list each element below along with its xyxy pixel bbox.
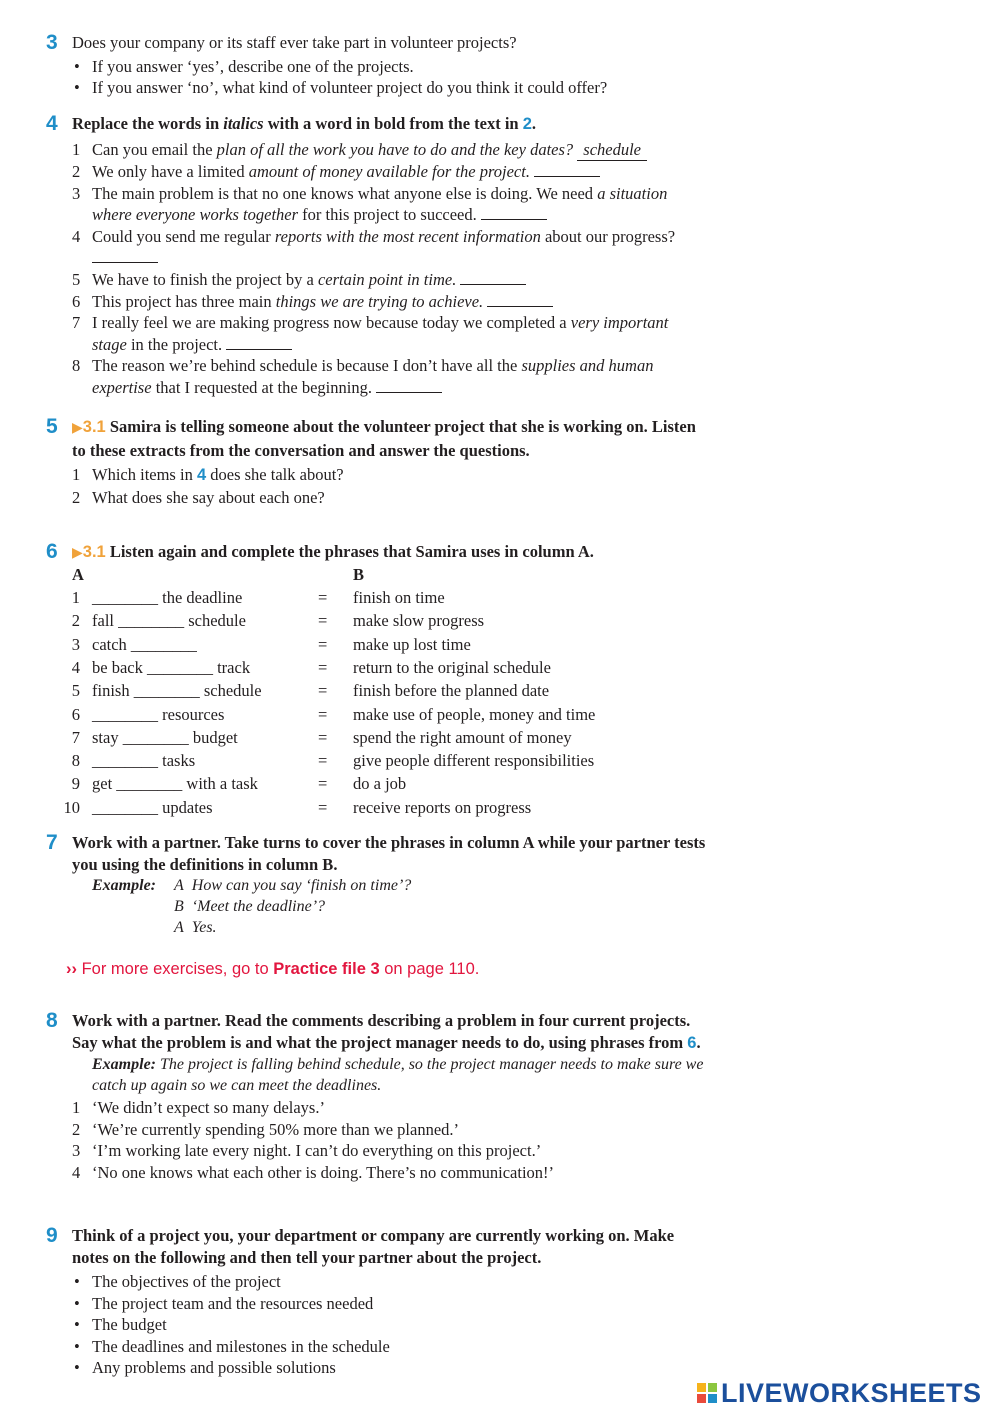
answer-field[interactable]: [460, 270, 526, 285]
equals-sign: =: [318, 727, 328, 747]
bullet-icon: •: [74, 56, 80, 76]
table-row: [46, 750, 706, 772]
list-item: 1 ‘We didn’t expect so many delays.’: [72, 1098, 325, 1117]
list-item: 1 Can you email the plan of all the work you have to do and the key dates? schedule: [72, 139, 706, 162]
list-item: 7 I really feel we are making progress now because today we completed a very important stage in the project.: [72, 313, 669, 354]
list-item: 4 Could you send me regular reports with the most recent information about our progress?: [72, 226, 706, 269]
list-item: • The deadlines and milestones in the schedule: [74, 1336, 390, 1356]
list-item: 1 Which items in 4 does she talk about?: [72, 465, 344, 484]
equals-sign: =: [318, 774, 328, 794]
equals-sign: =: [318, 657, 328, 677]
exercise-instruction: Work with a partner. Take turns to cover the phrases in column A while your partner tests you using the definitions in column B.: [72, 833, 706, 874]
equals-sign: =: [318, 634, 328, 654]
practice-file-link[interactable]: ›› For more exercises, go to Practice file 3 on page 110.: [66, 960, 480, 978]
definition-cell: give people different responsibilities: [353, 751, 595, 771]
exercise-number: 3: [46, 31, 58, 54]
table-row: [46, 634, 706, 656]
list-item: 2 What does she say about each one?: [72, 487, 325, 507]
phrase-cell[interactable]: be back ________ track: [92, 657, 251, 677]
exercise-instruction: Work with a partner. Read the comments describing a problem in four current projects. Say what the problem is and what the project manager needs to do, using phrases from 6.: [72, 1011, 701, 1052]
table-row: [46, 610, 706, 632]
phrase-cell[interactable]: stay ________ budget: [92, 727, 238, 747]
answer-field[interactable]: [534, 162, 600, 177]
exercise-number: 4: [46, 112, 58, 135]
logo-text: LIVEWORKSHEETS: [721, 1377, 982, 1408]
definition-cell: make slow progress: [353, 611, 485, 631]
bullet-icon: •: [74, 1293, 80, 1313]
answer-field[interactable]: [226, 335, 292, 350]
phrase-cell[interactable]: fall ________ schedule: [92, 611, 246, 631]
answer-field[interactable]: [92, 248, 158, 263]
bullet-icon: •: [74, 1336, 80, 1356]
example-text: Example: The project is falling behind schedule, so the project manager needs to make sure we catch up again so we can meet the deadlines.: [92, 1056, 704, 1094]
question-list: [72, 464, 706, 508]
bullet-list: [72, 1271, 706, 1379]
exercise-instruction: ▶3.1 Samira is telling someone about the volunteer project that she is working on. Listen to these extracts from the conversation and answer the questions.: [72, 417, 696, 460]
table-row: [46, 773, 706, 795]
table-row: [46, 704, 706, 726]
list-item: 6 This project has three main things we are trying to achieve.: [72, 291, 706, 313]
exercise-number: 6: [46, 540, 58, 563]
exercise-instruction: ▶3.1 Listen again and complete the phrases that Samira uses in column A.: [72, 542, 594, 561]
dialogue-line: B ‘Meet the deadline’?: [174, 898, 326, 915]
exercise-3: [46, 32, 706, 99]
list-item: • If you answer ‘no’, what kind of volunteer project do you think it could offer?: [74, 78, 608, 98]
column-b-header: B: [353, 565, 365, 584]
definition-cell: do a job: [353, 774, 407, 794]
phrase-cell[interactable]: get ________ with a task: [92, 774, 258, 794]
phrase-cell[interactable]: ________ updates: [92, 797, 213, 817]
equals-sign: =: [318, 797, 328, 817]
exercise-4: [46, 113, 706, 399]
definition-cell: spend the right amount of money: [353, 727, 572, 747]
exercise-8: [46, 1010, 706, 1183]
row-number: 7: [71, 727, 80, 747]
row-number: 2: [71, 611, 80, 631]
exercise-number: 7: [46, 831, 58, 854]
answer-field[interactable]: [376, 378, 442, 393]
row-number: 1: [71, 588, 80, 607]
logo-icon: [697, 1383, 717, 1403]
list-item: • The project team and the resources needed: [74, 1293, 374, 1313]
exercise-5: [46, 416, 706, 508]
equals-sign: =: [318, 681, 328, 701]
phrase-cell[interactable]: finish ________ schedule: [92, 681, 262, 701]
table-row: [46, 797, 706, 819]
answer-field[interactable]: schedule: [577, 139, 647, 162]
phrase-cell[interactable]: ________ tasks: [92, 751, 196, 771]
list-item: 3 The main problem is that no one knows what anyone else is doing. We need a situation where everyone works together for this project to succeed.: [72, 183, 668, 225]
table-row: [46, 587, 706, 609]
row-number: 6: [71, 704, 80, 724]
bullet-list: [72, 56, 706, 99]
definition-cell: finish before the planned date: [353, 681, 550, 701]
exercise-number: 9: [46, 1224, 58, 1247]
table-row: [46, 727, 706, 749]
row-number: 5: [71, 681, 80, 701]
dialogue-line: A How can you say ‘finish on time’?: [174, 877, 412, 894]
matching-table: [63, 563, 712, 823]
example-label: Example:: [92, 877, 156, 894]
bullet-icon: •: [74, 78, 80, 98]
phrase-cell[interactable]: catch ________: [92, 634, 197, 654]
definition-cell: receive reports on progress: [353, 797, 532, 817]
row-number: 4: [71, 657, 80, 677]
audio-play-icon[interactable]: ▶: [72, 546, 83, 561]
equals-sign: =: [318, 588, 328, 607]
audio-track-number: 3.1: [82, 418, 106, 436]
list-item: • The budget: [74, 1315, 167, 1335]
phrase-cell[interactable]: ________ the deadline: [92, 588, 243, 607]
exercise-instruction: Does your company or its staff ever take part in volunteer projects?: [72, 33, 517, 52]
definition-cell: make up lost time: [353, 634, 471, 654]
bullet-icon: •: [74, 1315, 80, 1335]
column-a-header: A: [72, 565, 84, 584]
table-row: [46, 680, 706, 702]
list-item: 3 ‘I’m working late every night. I can’t do everything on this project.’: [72, 1141, 542, 1161]
exercise-number: 8: [46, 1009, 58, 1032]
bullet-icon: •: [74, 1358, 80, 1378]
audio-play-icon[interactable]: ▶: [72, 421, 83, 436]
list-item: 5 We have to finish the project by a certain point in time.: [72, 269, 706, 291]
bullet-icon: •: [74, 1272, 80, 1291]
row-number: 3: [71, 634, 80, 654]
definition-cell: return to the original schedule: [353, 657, 551, 677]
list-item: • If you answer ‘yes’, describe one of the projects.: [74, 56, 414, 76]
table-row: [46, 657, 706, 679]
exercise-6: [46, 541, 706, 826]
liveworksheets-logo: [697, 1377, 982, 1409]
definition-cell: make use of people, money and time: [353, 704, 596, 724]
list-item: • Any problems and possible solutions: [74, 1358, 336, 1378]
definition-cell: finish on time: [353, 588, 445, 607]
list-item: 8 The reason we’re behind schedule is because I don’t have all the supplies and human expertise that I requested at the beginning.: [72, 356, 654, 398]
list-item: 2 ‘We’re currently spending 50% more than we planned.’: [72, 1119, 460, 1139]
comment-list: [72, 1097, 706, 1183]
list-item: 2 We only have a limited amount of money available for the project.: [72, 161, 706, 183]
row-number: 8: [71, 751, 80, 771]
exercise-7: [46, 832, 706, 941]
exercise-number: 5: [46, 415, 58, 438]
exercise-9: [46, 1225, 706, 1379]
list-item: 4 ‘No one knows what each other is doing. There’s no communication!’: [72, 1162, 555, 1182]
row-number: 9: [71, 774, 80, 794]
row-number: 10: [63, 797, 80, 817]
equals-sign: =: [318, 704, 328, 724]
example-dialogue: [92, 875, 706, 941]
equals-sign: =: [318, 611, 328, 631]
audio-track-number: 3.1: [82, 543, 106, 561]
exercise-instruction: Think of a project you, your department or company are currently working on. Make notes on the following and then tell your partner about the project.: [72, 1226, 675, 1267]
phrase-cell[interactable]: ________ resources: [92, 704, 225, 724]
dialogue-line: A Yes.: [174, 919, 217, 936]
list-item: • The objectives of the project: [74, 1272, 281, 1291]
question-list: [72, 139, 706, 399]
exercise-instruction: Replace the words in italics with a word in bold from the text in 2.: [72, 114, 537, 133]
answer-field[interactable]: [487, 292, 553, 307]
equals-sign: =: [318, 751, 328, 771]
answer-field[interactable]: [481, 205, 547, 220]
